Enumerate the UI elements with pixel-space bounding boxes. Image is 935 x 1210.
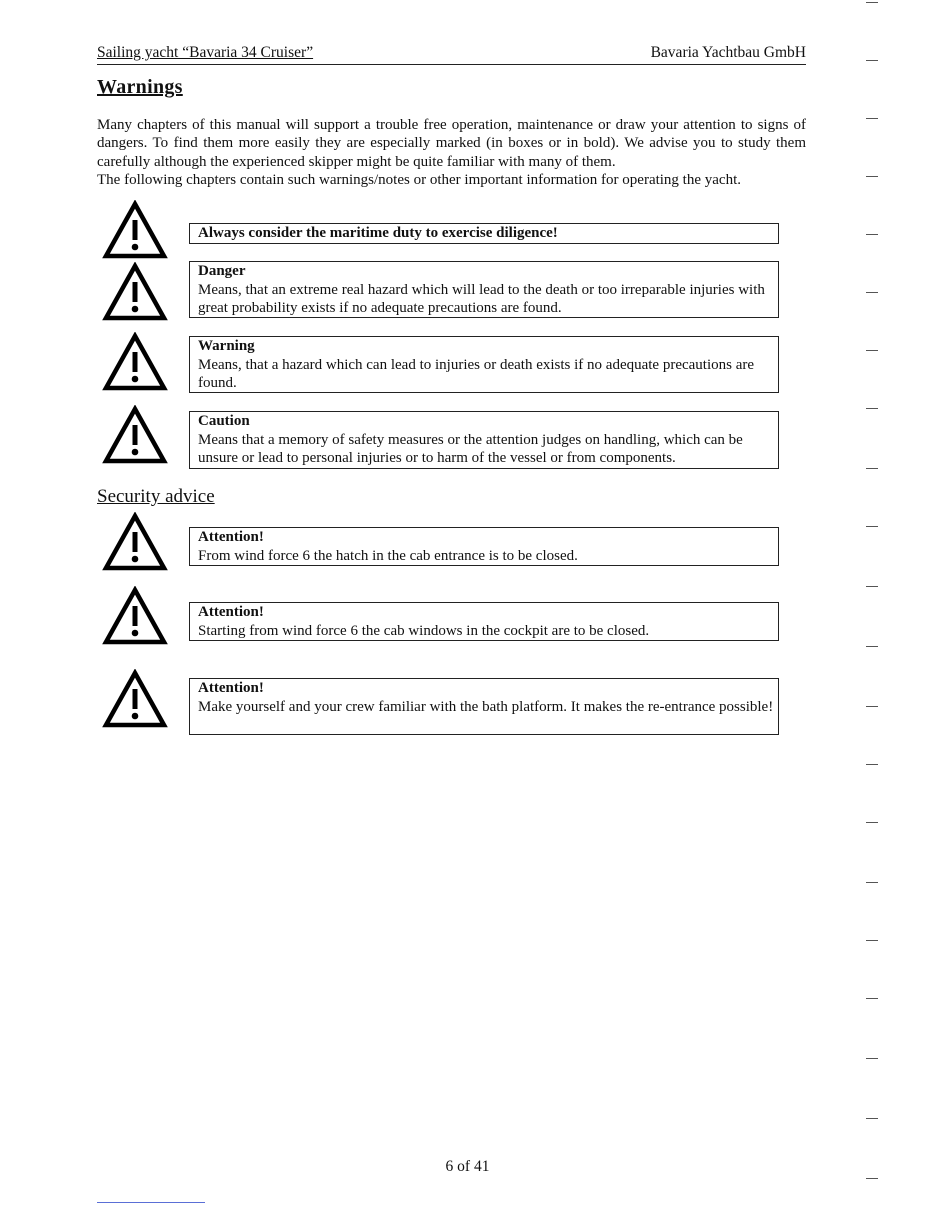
security-box: [189, 602, 779, 641]
warning-triangle-icon: [102, 332, 168, 392]
warning-triangle-icon: [102, 200, 168, 260]
section-heading-warnings: Warnings: [97, 76, 183, 98]
page-number: 6 of 41: [445, 1158, 490, 1175]
warning-box-diligence: [189, 223, 779, 244]
warning-box-body: Means, that a hazard which can lead to injuries or death exists if no adequate precautions are found.: [198, 356, 755, 391]
warning-box-title: Warning: [198, 338, 255, 354]
intro-paragraph: The following chapters contain such warnings/notes or other important information for operating the yacht.: [97, 171, 741, 188]
security-box-title: Attention!: [198, 529, 264, 545]
header-document-title: Sailing yacht “Bavaria 34 Cruiser”: [97, 44, 314, 61]
warning-triangle-icon: [102, 262, 168, 322]
security-box-body: Starting from wind force 6 the cab windows in the cockpit are to be closed.: [198, 622, 650, 639]
warning-box-title: Caution: [198, 413, 250, 429]
warning-box-warning: [189, 336, 779, 393]
warning-box-caution: [189, 411, 779, 469]
security-box-title: Attention!: [198, 680, 264, 696]
warning-triangle-icon: [102, 669, 168, 729]
warning-box-title: Always consider the maritime duty to exercise diligence!: [198, 225, 558, 241]
warning-box-body: Means, that an extreme real hazard which will lead to the death or too irreparable injuries with great probability exists if no adequate precautions are found.: [198, 281, 765, 316]
security-box-body: Make yourself and your crew familiar with the bath platform. It makes the re-entrance possible!: [198, 698, 774, 715]
footer-rule: [97, 1202, 205, 1203]
security-box: [189, 527, 779, 566]
warning-triangle-icon: [102, 405, 168, 465]
warning-box-body: Means that a memory of safety measures or the attention judges on handling, which can be unsure or lead to personal injuries or to harm of the vessel or from components.: [198, 431, 743, 466]
scan-margin-marks: [866, 0, 886, 1210]
warning-triangle-icon: [102, 512, 168, 572]
security-box-body: From wind force 6 the hatch in the cab entrance is to be closed.: [198, 547, 578, 564]
page-header: [97, 44, 806, 65]
security-box-title: Attention!: [198, 604, 264, 620]
warning-box-title: Danger: [198, 263, 246, 279]
warning-triangle-icon: [102, 586, 168, 646]
intro-paragraph: Many chapters of this manual will support a trouble free operation, maintenance or draw your attention to signs of dangers. To find them more easily they are especially marked (in boxes or in bold). We advise you to study them carefully although the experienced skipper might be quite familiar with many of them.: [97, 117, 806, 170]
intro-text: [97, 116, 806, 189]
header-company: Bavaria Yachtbau GmbH: [650, 44, 806, 61]
section-heading-security: Security advice: [97, 486, 215, 507]
security-box: [189, 678, 779, 735]
warning-box-danger: [189, 261, 779, 318]
